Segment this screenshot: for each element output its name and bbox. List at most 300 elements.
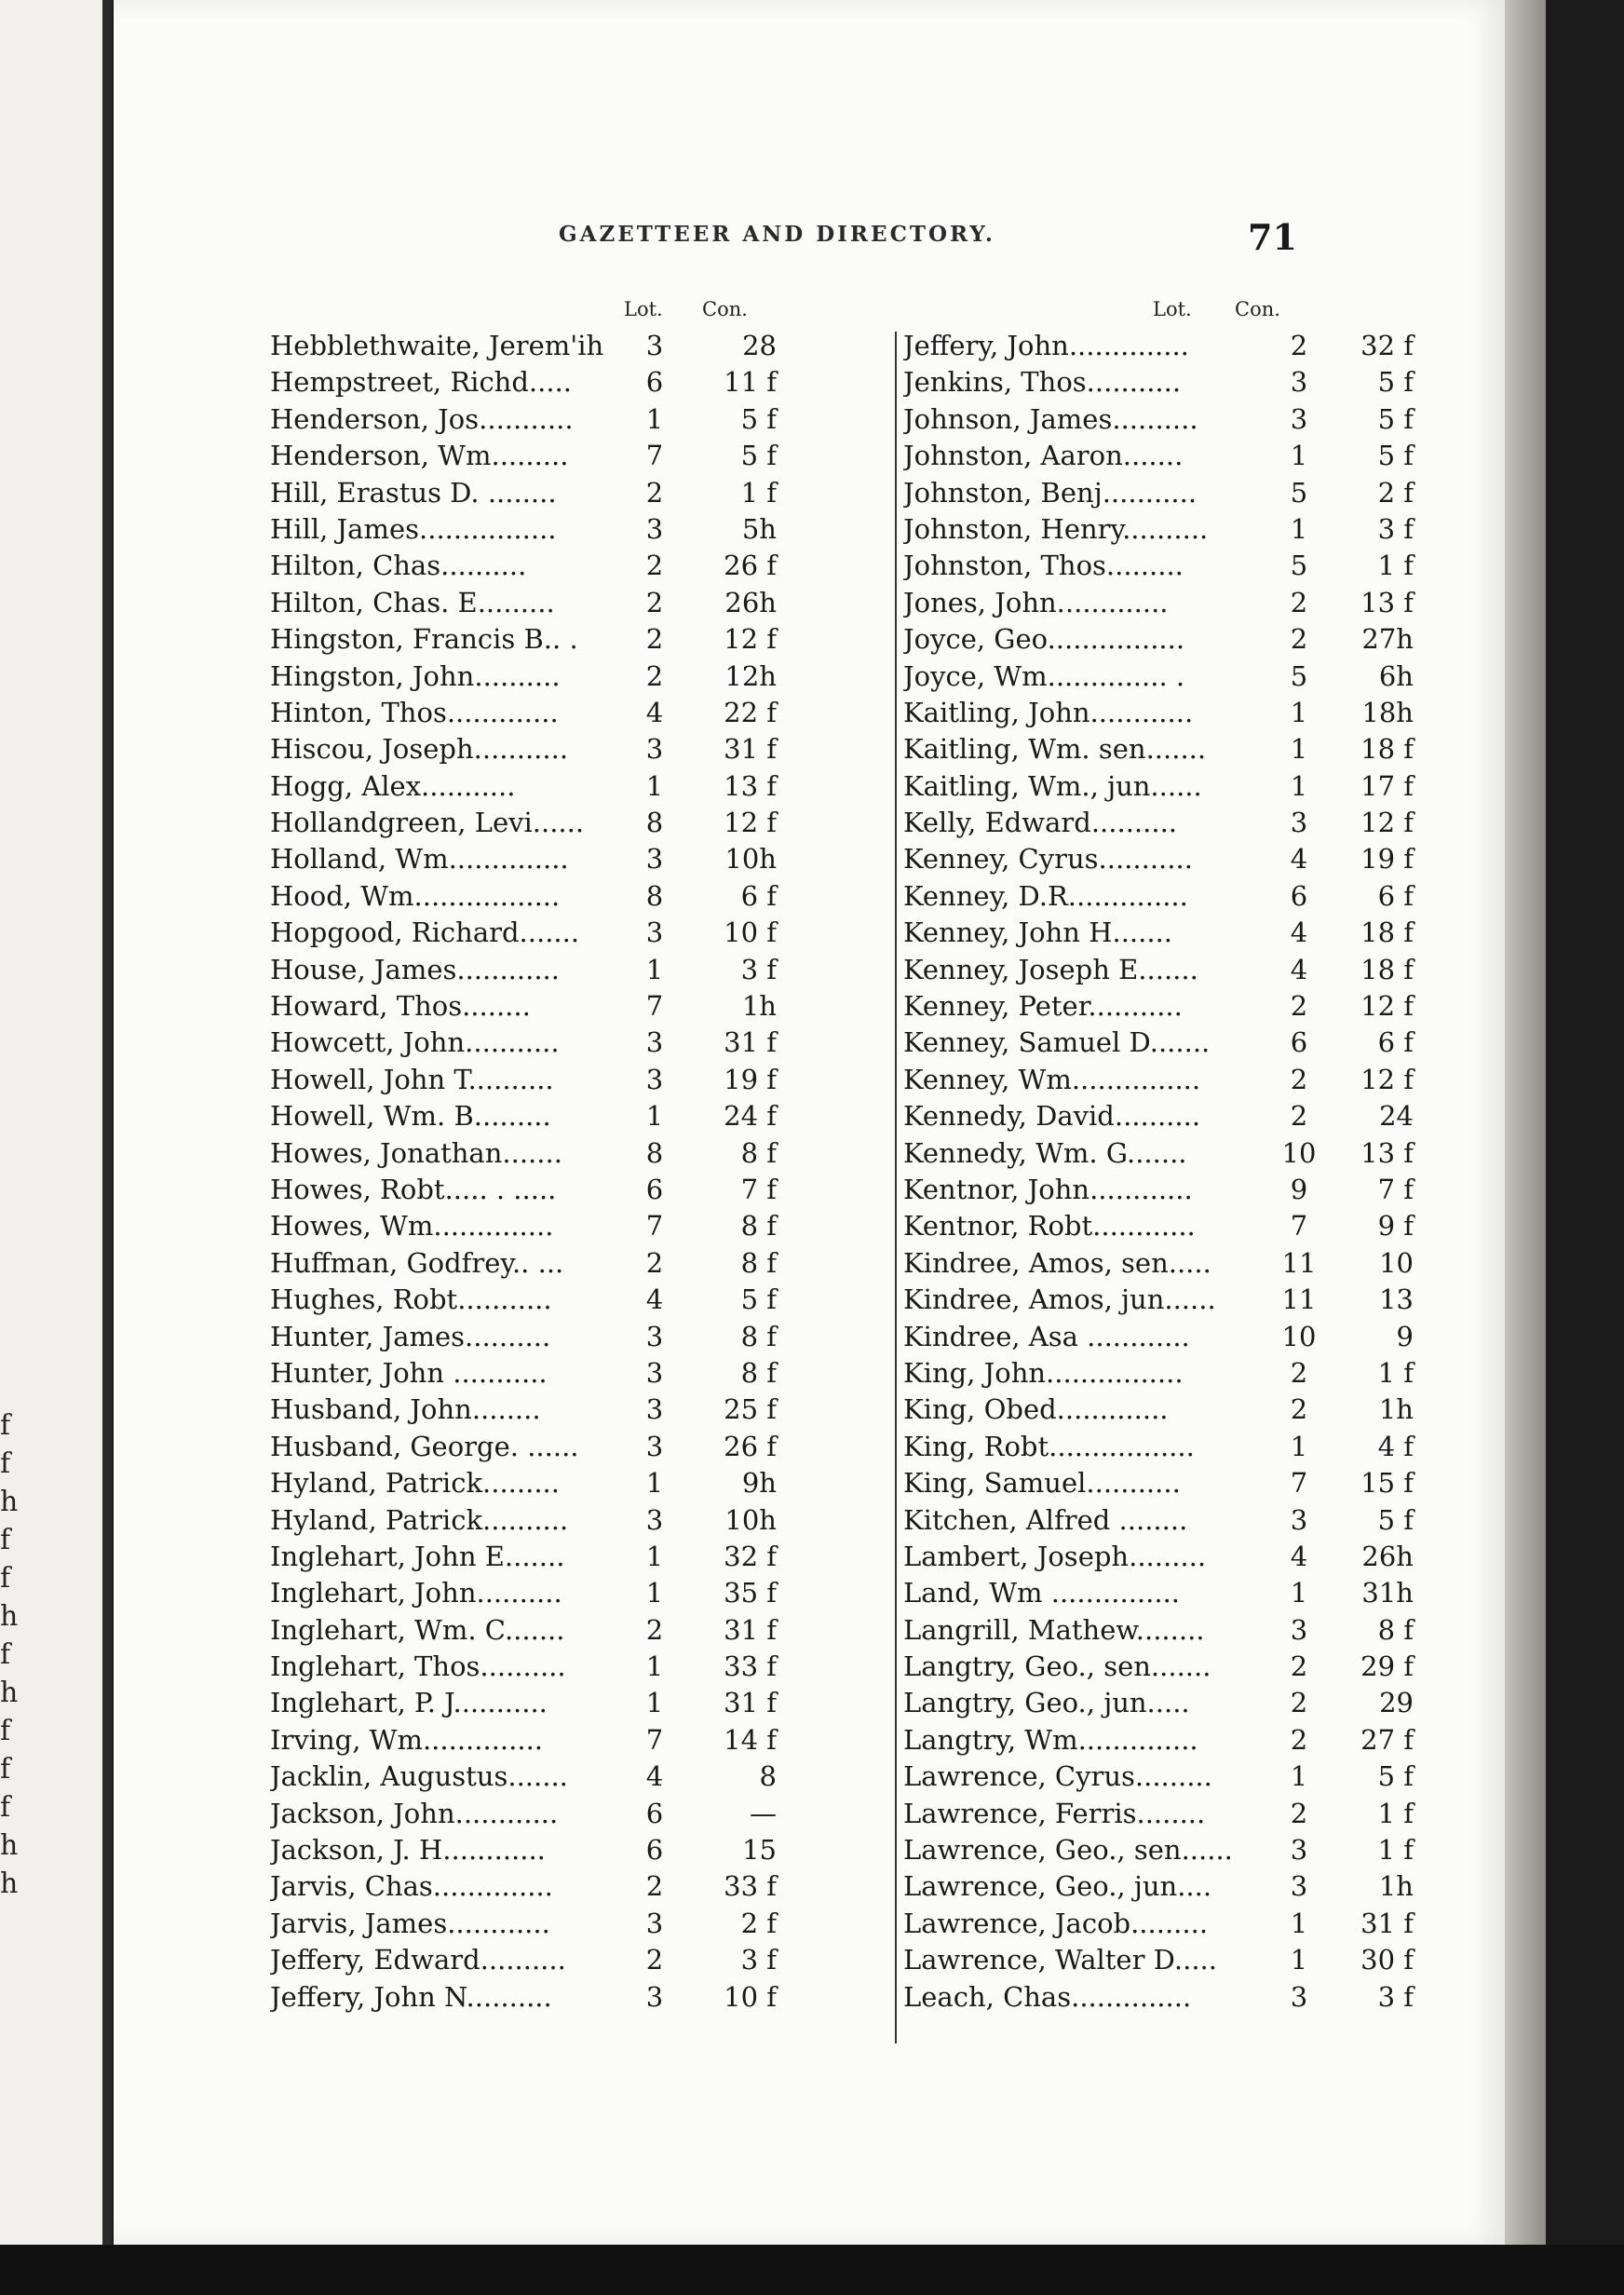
directory-entry: [270, 401, 894, 438]
entry-name: Johnston, Benj...........: [903, 476, 1198, 509]
entry-name: Jeffery, John..............: [903, 330, 1189, 361]
entry-con: 6h: [1378, 659, 1414, 692]
entry-name: Hogg, Alex...........: [270, 769, 516, 802]
entry-con: 26 f: [724, 550, 777, 582]
directory-entry: [903, 952, 1425, 988]
entry-con: 31 f: [724, 1687, 777, 1719]
entry-con: 33 f: [724, 1650, 777, 1683]
entry-con: 10: [1379, 1246, 1414, 1279]
entry-lot: 7: [645, 440, 664, 472]
entry-con: 27h: [1361, 623, 1414, 656]
margin-letter: f: [0, 1447, 11, 1480]
directory-entry: [903, 805, 1425, 841]
previous-page-letters: [0, 1406, 28, 1903]
entry-con: 26h: [1361, 1540, 1414, 1572]
entry-lot: 4: [645, 696, 664, 728]
entry-lot: 3: [1290, 807, 1308, 839]
entry-name: Hebblethwaite, Jerem'ih: [270, 330, 604, 361]
entry-lot: 1: [1290, 733, 1308, 766]
entry-lot: 1: [1290, 512, 1308, 545]
entry-con: 9: [1396, 1320, 1414, 1352]
entry-lot: 1: [645, 953, 664, 985]
directory-entry: [270, 1575, 894, 1611]
entry-con: 8 f: [740, 1356, 777, 1389]
directory-entry: [903, 1612, 1425, 1649]
entry-lot: 3: [645, 1320, 664, 1352]
entry-con: 5 f: [1377, 1503, 1414, 1536]
entry-con: 25 f: [724, 1393, 777, 1426]
entry-lot: 2: [1290, 586, 1308, 618]
directory-entry: [903, 475, 1425, 511]
entry-con: 12 f: [1360, 807, 1414, 839]
entry-con: 8 f: [740, 1246, 777, 1279]
directory-entry: [903, 1942, 1425, 1978]
margin-letter: f: [0, 1638, 11, 1671]
directory-entry: [903, 1355, 1425, 1392]
entry-con: 6 f: [1377, 1026, 1414, 1059]
entry-con: 1h: [1378, 1393, 1414, 1426]
previous-page-edge: [0, 0, 112, 2295]
entry-con: 32 f: [1360, 330, 1414, 361]
entry-lot: 1: [1290, 440, 1308, 472]
entry-lot: 2: [645, 623, 664, 656]
entry-lot: 5: [1290, 659, 1308, 692]
entry-name: Hill, James................: [270, 512, 557, 545]
directory-entry: [903, 1282, 1425, 1318]
entry-name: Kenney, Samuel D.......: [903, 1026, 1211, 1059]
directory-entry: [270, 1025, 894, 1061]
directory-entry: [903, 585, 1425, 621]
entry-name: Irving, Wm..............: [270, 1723, 544, 1756]
entry-name: Inglehart, P. J...........: [270, 1687, 548, 1719]
entry-con: 31 f: [1360, 1907, 1414, 1939]
directory-entry: [903, 1906, 1425, 1942]
entry-lot: 4: [1290, 1540, 1308, 1572]
entry-con: 9 f: [1377, 1210, 1414, 1243]
margin-letter: h: [0, 1677, 19, 1709]
entry-lot: 2: [1290, 1356, 1308, 1389]
directory-entry: [270, 1319, 894, 1355]
entry-lot: 2: [645, 1944, 664, 1976]
entry-con: 11 f: [724, 366, 777, 399]
entry-lot: 7: [1290, 1210, 1308, 1243]
directory-entry: [270, 1722, 894, 1759]
entry-name: Lawrence, Geo., jun....: [903, 1870, 1212, 1903]
entry-con: 7 f: [1377, 1173, 1414, 1205]
entry-con: 3 f: [740, 953, 777, 985]
entry-con: 5 f: [1377, 366, 1414, 399]
entry-name: Lawrence, Jacob.........: [903, 1907, 1209, 1939]
directory-entry: [270, 1208, 894, 1244]
entry-name: Kennedy, David..........: [903, 1100, 1201, 1133]
directory-entry: [903, 1465, 1425, 1501]
entry-name: Hilton, Chas..........: [270, 550, 527, 582]
directory-entry: [270, 548, 894, 584]
entry-name: Kenney, Peter...........: [903, 990, 1183, 1023]
entry-con: 12 f: [1360, 990, 1414, 1023]
directory-entry: [270, 621, 894, 658]
directory-entry: [270, 1098, 894, 1134]
directory-entry: [270, 1355, 894, 1392]
entry-name: Kennedy, Wm. G.......: [903, 1136, 1187, 1169]
entry-name: Jenkins, Thos...........: [903, 366, 1182, 399]
entry-lot: 6: [1290, 1026, 1308, 1059]
entry-name: King, Robt.................: [903, 1430, 1195, 1462]
entry-name: Kenney, Wm...............: [903, 1063, 1201, 1095]
directory-entry: [270, 988, 894, 1025]
entry-lot: 4: [645, 1760, 664, 1793]
entry-lot: 1: [645, 1650, 664, 1683]
entry-con: 17 f: [1360, 769, 1414, 802]
entry-con: 26 f: [724, 1430, 777, 1462]
entry-lot: 4: [1290, 917, 1308, 949]
entry-name: Lambert, Joseph.........: [903, 1540, 1207, 1572]
entry-name: Hingston, John..........: [270, 659, 561, 692]
entry-name: Hopgood, Richard.......: [270, 917, 580, 949]
entry-lot: 3: [645, 1063, 664, 1095]
directory-entry: [903, 1062, 1425, 1098]
directory-entry: [903, 695, 1425, 731]
entry-con: 28: [742, 330, 777, 361]
entry-con: 15: [742, 1834, 777, 1867]
entry-lot: 1: [645, 769, 664, 802]
entry-con: 8 f: [740, 1136, 777, 1169]
entry-con: 5 f: [1377, 402, 1414, 435]
entry-lot: 3: [645, 330, 664, 361]
page-bottom-shadow: [0, 2245, 1624, 2295]
entry-lot: 1: [1290, 1430, 1308, 1462]
entry-name: Hill, Erastus D. ........: [270, 476, 557, 509]
entry-con: 8: [759, 1760, 777, 1793]
directory-entry: [270, 731, 894, 767]
directory-entry: [903, 401, 1425, 438]
entry-lot: 1: [645, 1467, 664, 1500]
directory-page: [114, 0, 1505, 2245]
directory-entry: [270, 438, 894, 474]
entry-con: 29 f: [1360, 1650, 1414, 1683]
directory-entry: [903, 1979, 1425, 2016]
directory-entry: [270, 1759, 894, 1795]
entry-lot: 2: [1290, 1797, 1308, 1829]
directory-entry: [270, 659, 894, 695]
entry-lot: 1: [1290, 1944, 1308, 1976]
entry-con: 1h: [1378, 1870, 1414, 1903]
directory-entry: [903, 1649, 1425, 1685]
margin-letter: f: [0, 1562, 11, 1595]
entry-con: 31h: [1361, 1577, 1414, 1609]
entry-name: Hood, Wm.................: [270, 879, 561, 912]
entry-con: 5 f: [740, 1283, 777, 1316]
directory-entry: [270, 1612, 894, 1649]
directory-entry: [903, 1098, 1425, 1134]
book-spine: [102, 0, 112, 2295]
directory-entry: [903, 841, 1425, 877]
entry-con: 13 f: [1360, 586, 1414, 618]
entry-name: Kindree, Amos, sen.....: [903, 1246, 1211, 1279]
entry-name: Johnston, Henry..........: [903, 512, 1209, 545]
entry-con: 2 f: [740, 1907, 777, 1939]
entry-name: Kenney, Cyrus...........: [903, 843, 1193, 876]
directory-entry: [270, 768, 894, 805]
entry-con: 1 f: [1377, 1356, 1414, 1389]
entry-name: Jeffery, Edward..........: [270, 1944, 566, 1976]
entry-con: 31 f: [724, 1026, 777, 1059]
entry-con: 5 f: [1377, 1760, 1414, 1793]
entry-name: King, Obed.............: [903, 1393, 1169, 1426]
directory-entry: [903, 364, 1425, 401]
entry-con: 1 f: [1377, 1797, 1414, 1829]
entry-con: 5 f: [1377, 440, 1414, 472]
entry-con: 19 f: [1360, 843, 1414, 876]
entry-con: 12 f: [724, 807, 777, 839]
entry-name: Langtry, Geo., sen.......: [903, 1650, 1211, 1683]
entry-lot: 3: [645, 512, 664, 545]
directory-entry: [903, 1429, 1425, 1465]
entry-name: Inglehart, John E.......: [270, 1540, 565, 1572]
entry-name: Lawrence, Cyrus.........: [903, 1760, 1212, 1793]
entry-lot: 3: [645, 917, 664, 949]
entry-con: 9h: [741, 1467, 777, 1500]
entry-name: Hingston, Francis B.. .: [270, 623, 578, 656]
entry-con: 12 f: [1360, 1063, 1414, 1095]
directory-entry: [270, 1649, 894, 1685]
directory-entry: [903, 1208, 1425, 1244]
entry-lot: 2: [1290, 990, 1308, 1023]
left-lot-header: Lot.: [624, 298, 663, 320]
entry-lot: 3: [1290, 1870, 1308, 1903]
directory-entry: [270, 915, 894, 951]
entry-lot: 8: [645, 879, 664, 912]
entry-lot: 2: [645, 476, 664, 509]
entry-name: Hollandgreen, Levi......: [270, 807, 585, 839]
entry-name: Hunter, John ...........: [270, 1356, 548, 1389]
entry-lot: 3: [645, 1026, 664, 1059]
directory-entry: [270, 952, 894, 988]
entry-lot: 6: [1290, 879, 1308, 912]
right-con-header: Con.: [1235, 298, 1280, 320]
directory-entry: [270, 1429, 894, 1465]
entry-name: Howard, Thos........: [270, 990, 531, 1023]
entry-name: Joyce, Geo................: [903, 623, 1185, 656]
directory-entry: [903, 878, 1425, 915]
directory-entry: [270, 585, 894, 621]
entry-lot: 5: [1290, 476, 1308, 509]
entry-name: Kitchen, Alfred ........: [903, 1503, 1188, 1536]
entry-con: 14 f: [724, 1723, 777, 1756]
directory-entry: [903, 1172, 1425, 1208]
entry-lot: 1: [645, 1577, 664, 1609]
directory-entry: [270, 1942, 894, 1978]
margin-letter: f: [0, 1524, 11, 1556]
entry-name: Lawrence, Geo., sen......: [903, 1834, 1233, 1867]
directory-entry: [903, 1832, 1425, 1868]
entry-lot: 6: [645, 1834, 664, 1867]
directory-entry: [903, 1319, 1425, 1355]
entry-con: 13: [1379, 1283, 1414, 1316]
entry-lot: 2: [1290, 1723, 1308, 1756]
entry-name: Howcett, John...........: [270, 1026, 560, 1059]
entry-name: Kaitling, Wm., jun......: [903, 769, 1202, 802]
entry-lot: 3: [1290, 1503, 1308, 1536]
entry-lot: 5: [1290, 550, 1308, 582]
entry-con: 31 f: [724, 1613, 777, 1646]
entry-con: 35 f: [724, 1577, 777, 1609]
entry-lot: 3: [1290, 1980, 1308, 2013]
entry-name: Kenney, Joseph E.......: [903, 953, 1198, 985]
margin-letter: f: [0, 1409, 11, 1442]
entry-lot: 3: [645, 1503, 664, 1536]
entry-name: Kentnor, John............: [903, 1173, 1193, 1205]
directory-entry: [903, 1502, 1425, 1539]
entry-name: Howes, Robt..... . .....: [270, 1173, 557, 1205]
entry-lot: 1: [645, 1100, 664, 1133]
directory-entry: [270, 695, 894, 731]
entry-lot: 3: [645, 733, 664, 766]
entry-name: Huffman, Godfrey.. ...: [270, 1246, 564, 1279]
entry-con: 32 f: [724, 1540, 777, 1572]
directory-entry: [270, 1796, 894, 1832]
entry-lot: 4: [645, 1283, 664, 1316]
entry-con: 3 f: [740, 1944, 777, 1976]
entry-name: Lawrence, Walter D.....: [903, 1944, 1217, 1976]
entry-con: 1h: [741, 990, 777, 1023]
entry-con: 10h: [724, 1503, 777, 1536]
entry-lot: 3: [645, 1980, 664, 2013]
entry-lot: 6: [645, 1173, 664, 1205]
entry-con: 8 f: [740, 1320, 777, 1352]
column-divider: [895, 332, 897, 2044]
entry-name: Hiscou, Joseph...........: [270, 733, 569, 766]
margin-letter: f: [0, 1753, 11, 1786]
entry-lot: 3: [1290, 402, 1308, 435]
entry-name: Hughes, Robt...........: [270, 1283, 552, 1316]
entry-name: Langrill, Mathew........: [903, 1613, 1205, 1646]
entry-name: Johnston, Aaron.......: [903, 440, 1184, 472]
entry-con: 10 f: [724, 917, 777, 949]
entry-lot: 3: [645, 843, 664, 876]
entry-con: 1 f: [1377, 550, 1414, 582]
entry-name: Kenney, John H.......: [903, 917, 1173, 949]
directory-entry: [270, 1172, 894, 1208]
entry-con: 2 f: [1377, 476, 1414, 509]
entry-name: Jackson, J. H............: [270, 1834, 546, 1867]
directory-entry: [270, 805, 894, 841]
entry-con: 15 f: [1360, 1467, 1414, 1500]
entry-name: Kindree, Amos, jun......: [903, 1283, 1216, 1316]
entry-lot: 1: [1290, 696, 1308, 728]
entry-name: Langtry, Geo., jun.....: [903, 1687, 1190, 1719]
directory-entry: [903, 328, 1425, 364]
entry-lot: 10: [1281, 1136, 1317, 1169]
entry-con: 5 f: [740, 440, 777, 472]
entry-name: House, James............: [270, 953, 560, 985]
entry-con: 22 f: [724, 696, 777, 728]
entry-lot: 3: [645, 1356, 664, 1389]
directory-entry: [270, 1906, 894, 1942]
entry-con: 12 f: [724, 623, 777, 656]
entry-lot: 6: [645, 1797, 664, 1829]
page-header: [114, 216, 1505, 268]
entry-lot: 3: [1290, 1613, 1308, 1646]
entry-lot: 3: [645, 1430, 664, 1462]
directory-entry: [270, 1832, 894, 1868]
entry-name: Lawrence, Ferris........: [903, 1797, 1206, 1829]
entry-name: Husband, George. ......: [270, 1430, 579, 1462]
entry-con: 29: [1379, 1687, 1414, 1719]
entry-lot: 1: [1290, 1760, 1308, 1793]
entry-lot: 9: [1290, 1173, 1308, 1205]
entry-lot: 4: [1290, 843, 1308, 876]
entry-lot: 7: [645, 1210, 664, 1243]
directory-entry: [270, 1062, 894, 1098]
entry-con: 10 f: [724, 1980, 777, 2013]
entry-lot: 1: [645, 402, 664, 435]
directory-entry: [903, 1685, 1425, 1721]
entry-con: 3 f: [1377, 512, 1414, 545]
entry-con: 31 f: [724, 733, 777, 766]
entry-name: Kentnor, Robt............: [903, 1210, 1196, 1243]
entry-name: King, Samuel...........: [903, 1467, 1181, 1500]
left-con-header: Con.: [702, 298, 748, 320]
right-lot-header: Lot.: [1153, 298, 1192, 320]
directory-entry: [903, 1759, 1425, 1795]
entry-con: 33 f: [724, 1870, 777, 1903]
entry-con: 13 f: [1360, 1136, 1414, 1169]
directory-entry: [903, 1539, 1425, 1575]
directory-entry: [903, 988, 1425, 1025]
entry-name: Jarvis, James............: [270, 1907, 550, 1939]
entry-con: 12h: [724, 659, 777, 692]
entry-con: 6 f: [1377, 879, 1414, 912]
margin-letter: h: [0, 1867, 19, 1900]
entry-con: 10h: [724, 843, 777, 876]
right-directory-column: [903, 328, 1425, 2016]
entry-name: Holland, Wm..............: [270, 843, 569, 876]
entry-con: 18 f: [1360, 917, 1414, 949]
entry-lot: 3: [645, 1907, 664, 1939]
entry-lot: 2: [1290, 1650, 1308, 1683]
entry-lot: 10: [1281, 1320, 1317, 1352]
entry-name: Howes, Jonathan.......: [270, 1136, 562, 1169]
directory-entry: [903, 1392, 1425, 1428]
directory-entry: [903, 659, 1425, 695]
entry-name: Hyland, Patrick..........: [270, 1503, 569, 1536]
directory-entry: [270, 841, 894, 877]
entry-name: Kaitling, John............: [903, 696, 1194, 728]
entry-name: Jarvis, Chas..............: [270, 1870, 553, 1903]
entry-lot: 2: [1290, 1063, 1308, 1095]
entry-name: Joyce, Wm.............. .: [903, 659, 1185, 692]
entry-con: 4 f: [1377, 1430, 1414, 1462]
directory-entry: [270, 1245, 894, 1282]
entry-name: Kindree, Asa ............: [903, 1320, 1190, 1352]
directory-entry: [270, 364, 894, 401]
directory-entry: [903, 1796, 1425, 1832]
directory-entry: [270, 1685, 894, 1721]
entry-name: Howell, Wm. B.........: [270, 1100, 551, 1133]
entry-con: 19 f: [724, 1063, 777, 1095]
entry-name: Jackson, John............: [270, 1797, 559, 1829]
entry-lot: 4: [1290, 953, 1308, 985]
entry-lot: 2: [645, 586, 664, 618]
entry-name: Kenney, D.R..............: [903, 879, 1188, 912]
directory-entry: [270, 1868, 894, 1905]
margin-letter: h: [0, 1600, 19, 1633]
margin-letter: f: [0, 1715, 11, 1747]
entry-lot: 2: [1290, 623, 1308, 656]
entry-name: Howes, Wm..............: [270, 1210, 554, 1243]
entry-name: Hyland, Patrick.........: [270, 1467, 560, 1500]
